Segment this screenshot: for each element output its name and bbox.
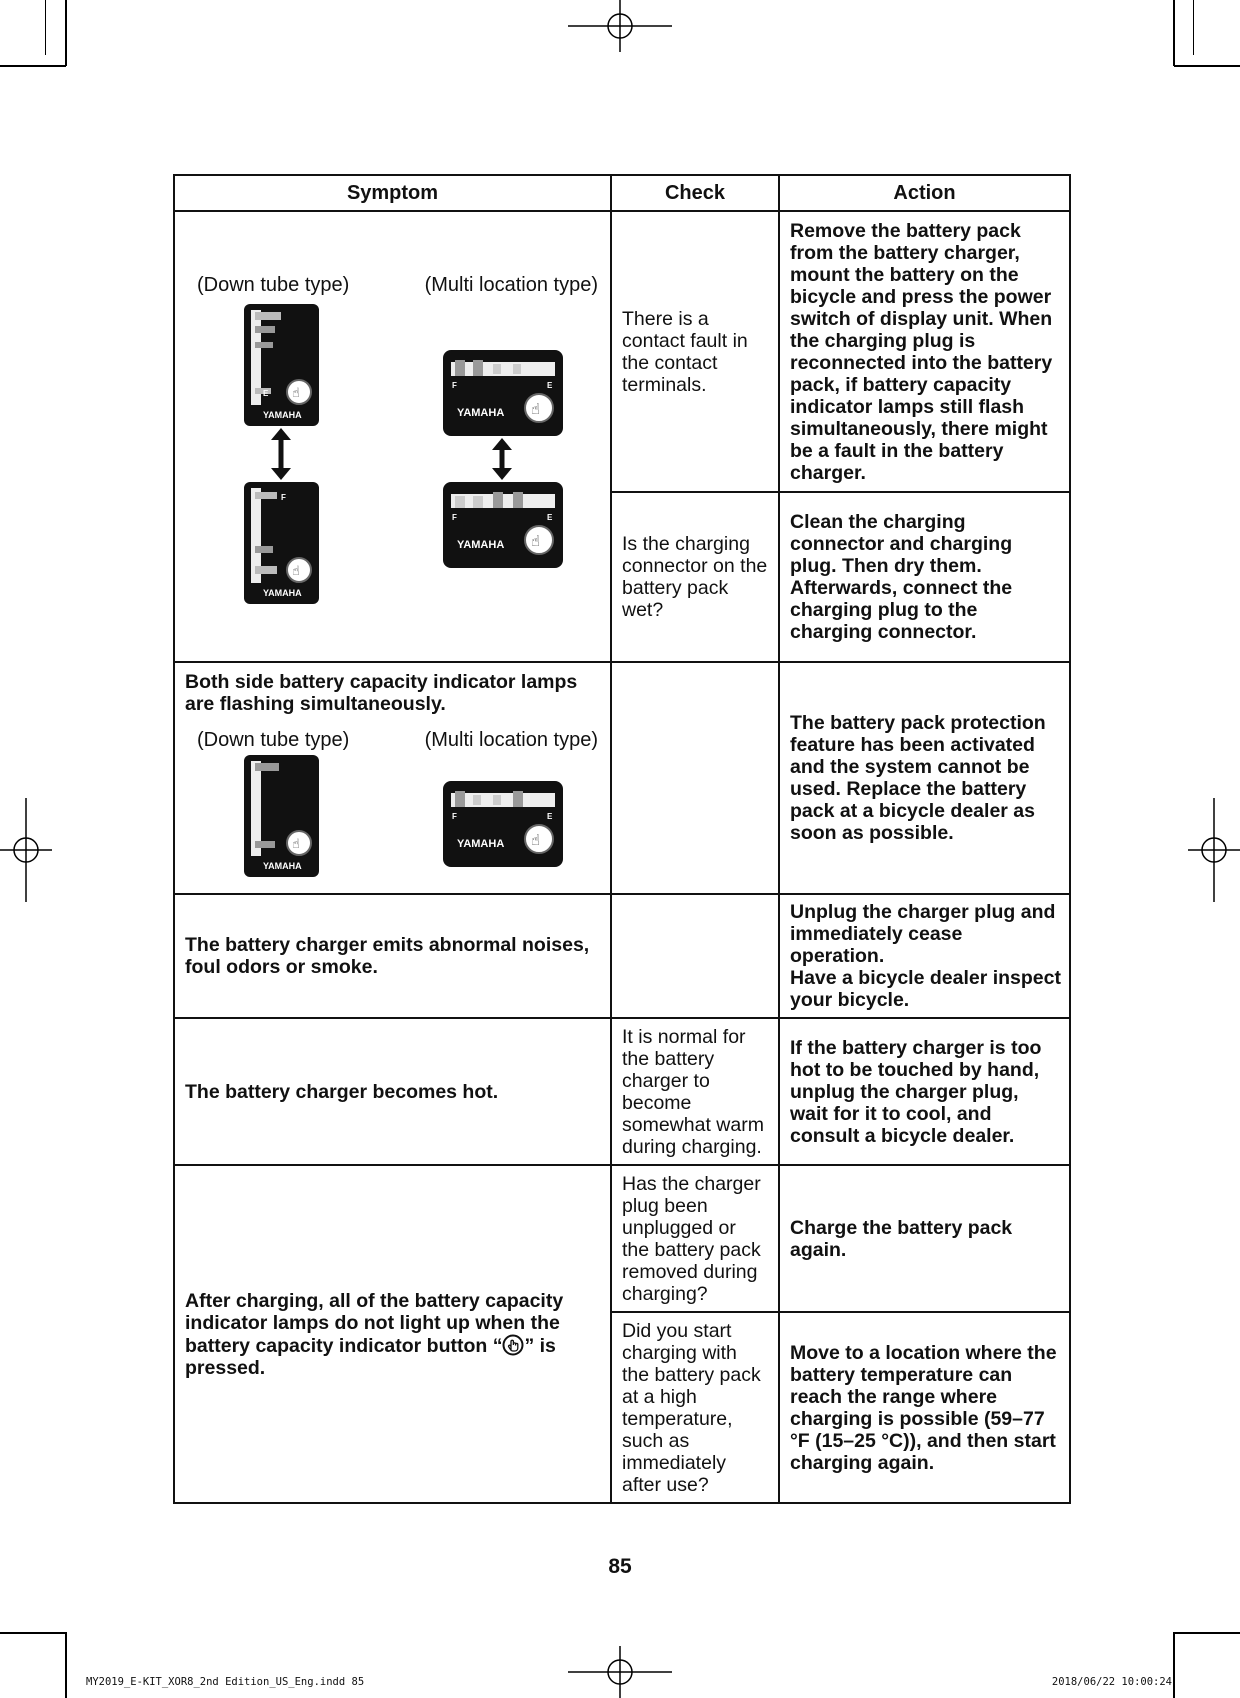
down-tube-display	[244, 482, 319, 604]
multi-location-type-label: (Multi location type)	[424, 729, 598, 751]
multi-location-type-label: (Multi location type)	[424, 274, 598, 296]
action-cell: The battery pack protection feature has been activated and the system cannot be used. Replace the battery pack at a bicycle dealer as soon as possible.	[779, 662, 1070, 894]
footer-timestamp: 2018/06/22 10:00:24	[1051, 1676, 1172, 1688]
hand-pointer-icon: ☝	[292, 836, 300, 851]
hand-pointer-icon: ☝	[531, 832, 541, 849]
symptom-text: Both side battery capacity indicator lamps are flashing simultaneously.	[185, 671, 578, 715]
action-cell: Remove the battery pack from the battery charger, mount the battery on the bicycle and press the power switch of display unit. When the charging plug is reconnected into the battery pack, if battery capacity indicator lamps still flash simultaneously, there might be a fault in the battery charger.	[779, 211, 1070, 492]
check-cell: It is normal for the battery charger to become somewhat warm during charging.	[611, 1018, 779, 1165]
svg-text:F: F	[452, 812, 457, 821]
symptom-text: ” is pressed.	[185, 1334, 556, 1379]
table-row	[174, 1018, 1070, 1165]
hand-pointer-icon: ☝	[531, 401, 541, 418]
svg-text:E: E	[263, 389, 269, 398]
svg-text:E: E	[547, 513, 553, 522]
action-cell: Charge the battery pack again.	[779, 1165, 1070, 1312]
check-cell: Has the charger plug been unplugged or the battery pack removed during charging?	[611, 1165, 779, 1312]
indicator-diagram-protection	[175, 751, 612, 881]
svg-text:YAMAHA: YAMAHA	[457, 539, 505, 551]
check-cell: There is a contact fault in the contact terminals.	[611, 211, 779, 492]
table-row	[174, 211, 1070, 492]
header-check: Check	[611, 175, 779, 211]
svg-text:F: F	[452, 381, 457, 390]
symptom-cell	[174, 1165, 611, 1503]
indicator-diagram-flashing	[175, 296, 612, 616]
hand-pointer-icon: ☝	[292, 385, 300, 400]
check-cell: Is the charging connector on the battery pack wet?	[611, 492, 779, 662]
svg-text:YAMAHA: YAMAHA	[457, 838, 505, 850]
multi-location-display	[443, 781, 563, 867]
check-cell	[611, 894, 779, 1018]
action-line: Unplug the charger plug and immediately cease operation.	[790, 901, 1056, 967]
svg-text:YAMAHA: YAMAHA	[457, 407, 505, 419]
action-cell: Clean the charging connector and charging plug. Then dry them. Afterwards, connect the charging plug to the charging connector.	[779, 492, 1070, 662]
action-cell: Move to a location where the battery temperature can reach the range where charging is possible (59–77 °F (15–25 °C)), and then start charging again.	[779, 1312, 1070, 1503]
page-number: 85	[608, 1555, 632, 1578]
double-arrow-icon	[492, 438, 512, 480]
check-cell: Did you start charging with the battery pack at a high temperature, such as immediately after use?	[611, 1312, 779, 1503]
action-line: Have a bicycle dealer inspect your bicycle.	[790, 967, 1061, 1011]
table-header-row	[174, 175, 1070, 211]
symptom-cell	[174, 662, 611, 894]
symptom-cell	[174, 211, 611, 662]
hand-pointer-icon: ☝	[292, 563, 300, 578]
svg-text:YAMAHA: YAMAHA	[263, 410, 302, 420]
registration-mark-icon	[568, 0, 672, 52]
registration-mark-icon	[568, 1646, 672, 1698]
down-tube-display	[244, 755, 319, 877]
multi-location-display	[443, 482, 563, 568]
svg-text:F: F	[281, 493, 286, 502]
footer-filename: MY2019_E-KIT_XOR8_2nd Edition_US_Eng.indd 85	[86, 1676, 365, 1688]
action-cell: If the battery charger is too hot to be touched by hand, unplug the charger plug, wait for it to cool, and consult a bicycle dealer.	[779, 1018, 1070, 1165]
table-row	[174, 894, 1070, 1018]
table-row	[174, 662, 1070, 894]
symptom-cell: The battery charger becomes hot.	[174, 1018, 611, 1165]
action-cell	[779, 894, 1070, 1018]
troubleshooting-table	[173, 174, 1071, 1504]
table-row	[174, 1165, 1070, 1312]
symptom-cell: The battery charger emits abnormal noises, foul odors or smoke.	[174, 894, 611, 1018]
svg-text:F: F	[452, 513, 457, 522]
svg-text:YAMAHA: YAMAHA	[263, 588, 302, 598]
check-cell	[611, 662, 779, 894]
hand-pointer-icon: ☝	[531, 533, 541, 550]
multi-location-display	[443, 350, 563, 436]
registration-mark-icon	[0, 798, 52, 902]
header-symptom: Symptom	[174, 175, 611, 211]
svg-text:E: E	[547, 381, 553, 390]
svg-text:E: E	[547, 812, 553, 821]
header-action: Action	[779, 175, 1070, 211]
registration-mark-icon	[1188, 798, 1240, 902]
down-tube-display	[244, 304, 319, 426]
svg-text:YAMAHA: YAMAHA	[263, 861, 302, 871]
down-tube-type-label: (Down tube type)	[197, 729, 350, 751]
double-arrow-icon	[271, 428, 291, 480]
hand-pointer-icon	[502, 1334, 524, 1356]
symptom-text: After charging, all of the battery capacity indicator lamps do not light up when the battery capacity indicator button “	[185, 1289, 564, 1357]
down-tube-type-label: (Down tube type)	[197, 274, 350, 296]
